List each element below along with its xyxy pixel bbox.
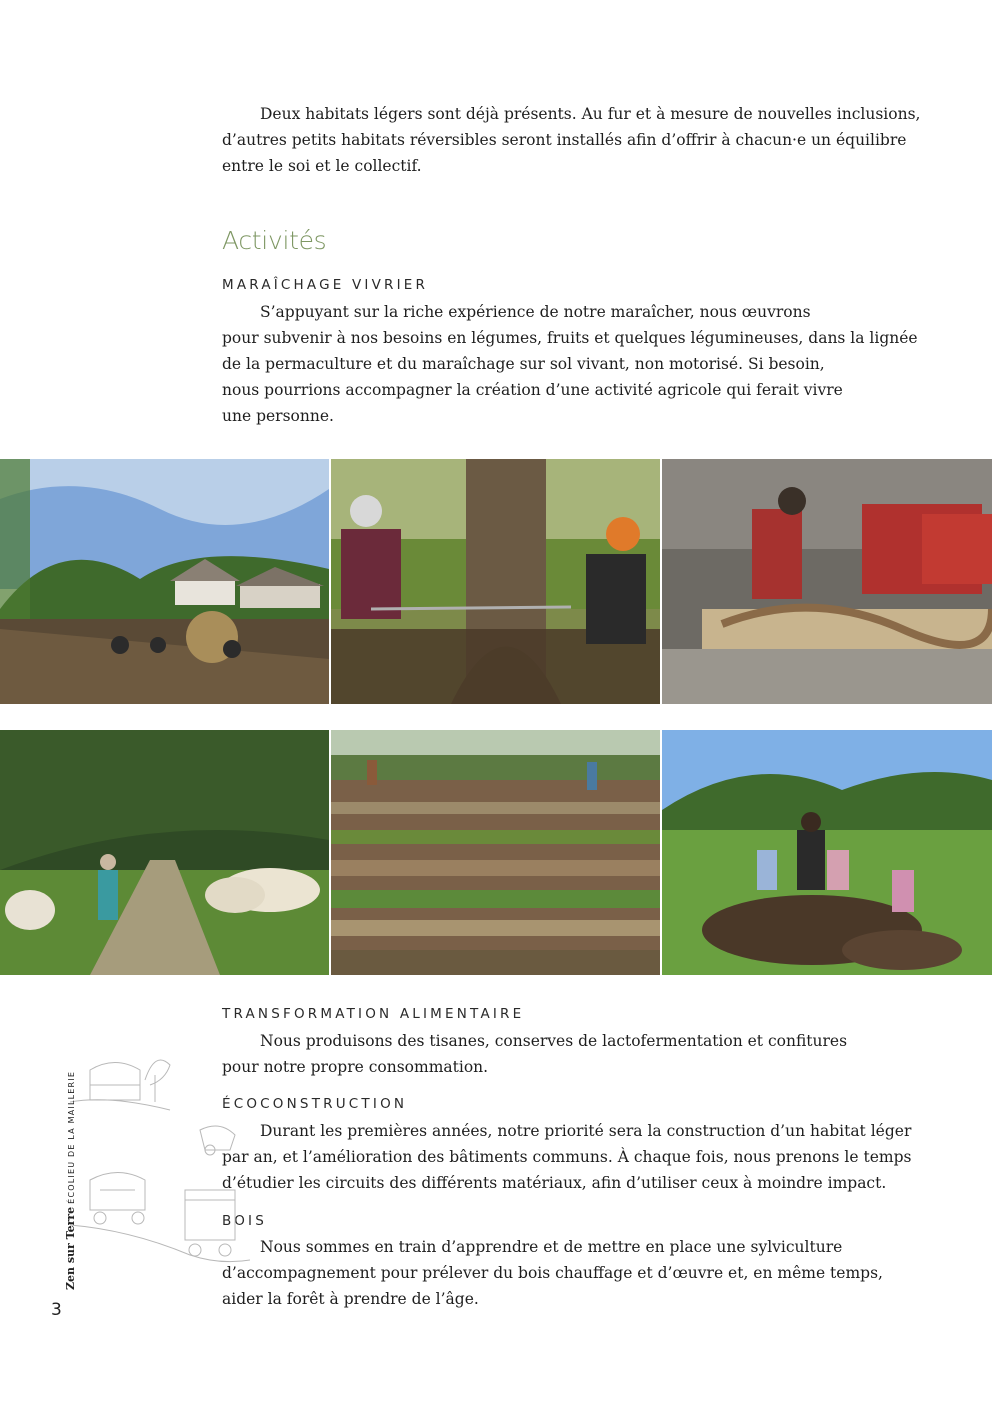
maraichage-line: une personne.	[222, 407, 334, 425]
ecoconstruction-line: Durant les premières années, notre priorité sera la construction d’un habitat léger	[260, 1122, 912, 1140]
subheading-maraichage: MARAÎCHAGE VIVRIER	[222, 277, 429, 293]
ecoconstruction-line: par an, et l’amélioration des bâtiments communs. À chaque fois, nous prenons le temps	[222, 1148, 912, 1166]
brand-name: Zen sur Terre	[64, 1206, 77, 1290]
intro-paragraph	[222, 101, 922, 179]
section-title-activites: Activités	[222, 226, 327, 255]
transformation-paragraph	[222, 1028, 922, 1080]
maraichage-line: de la permaculture et du maraîchage sur sol vivant, non motorisé. Si besoin,	[222, 355, 825, 373]
transformation-line: pour notre propre consommation.	[222, 1058, 489, 1076]
transformation-line: Nous produisons des tisanes, conserves de lactofermentation et confitures	[260, 1032, 848, 1050]
ecoconstruction-line: d’étudier les circuits des différents matériaux, afin d’utiliser ceux à moindre impact.	[222, 1174, 887, 1192]
maraichage-paragraph	[222, 299, 922, 429]
tree-felling-photo	[331, 459, 660, 704]
brand-subtitle: ÉCOLIEU DE LA MAILLERIE	[67, 1070, 76, 1204]
cows-path-photo	[0, 730, 329, 975]
bois-line: d’accompagnement pour prélever du bois chauffage et d’œuvre et, en même temps,	[222, 1264, 883, 1282]
intro-line: entre le soi et le collectif.	[222, 157, 422, 175]
maraichage-line: S’appuyant sur la riche expérience de notre maraîcher, nous œuvrons	[260, 303, 811, 321]
subheading-bois: BOIS	[222, 1213, 268, 1229]
intro-line: Deux habitats légers sont déjà présents. Au fur et à mesure de nouvelles inclusions,	[260, 105, 921, 123]
workshop-photo	[662, 459, 992, 704]
subheading-ecoconstruction: ÉCOCONSTRUCTION	[222, 1096, 408, 1112]
field-hay-bale-photo	[0, 459, 329, 704]
vegetable-rows-photo	[331, 730, 660, 975]
vertical-brand	[64, 1071, 77, 1290]
subheading-transformation: TRANSFORMATION ALIMENTAIRE	[222, 1006, 525, 1022]
children-planting-photo	[662, 730, 992, 975]
bois-paragraph	[222, 1234, 922, 1312]
maraichage-line: nous pourrions accompagner la création d’une activité agricole qui ferait vivre	[222, 381, 843, 399]
bois-line: aider la forêt à prendre de l’âge.	[222, 1290, 479, 1308]
bois-line: Nous sommes en train d’apprendre et de mettre en place une sylviculture	[260, 1238, 843, 1256]
maraichage-line: pour subvenir à nos besoins en légumes, fruits et quelques légumineuses, dans la lignée	[222, 329, 918, 347]
tiny-house-sketch-illustration	[70, 1040, 250, 1270]
ecoconstruction-paragraph	[222, 1118, 922, 1196]
intro-line: d’autres petits habitats réversibles seront installés afin d’offrir à chacun·e un équilibre	[222, 131, 907, 149]
page-number: 3	[51, 1300, 62, 1320]
